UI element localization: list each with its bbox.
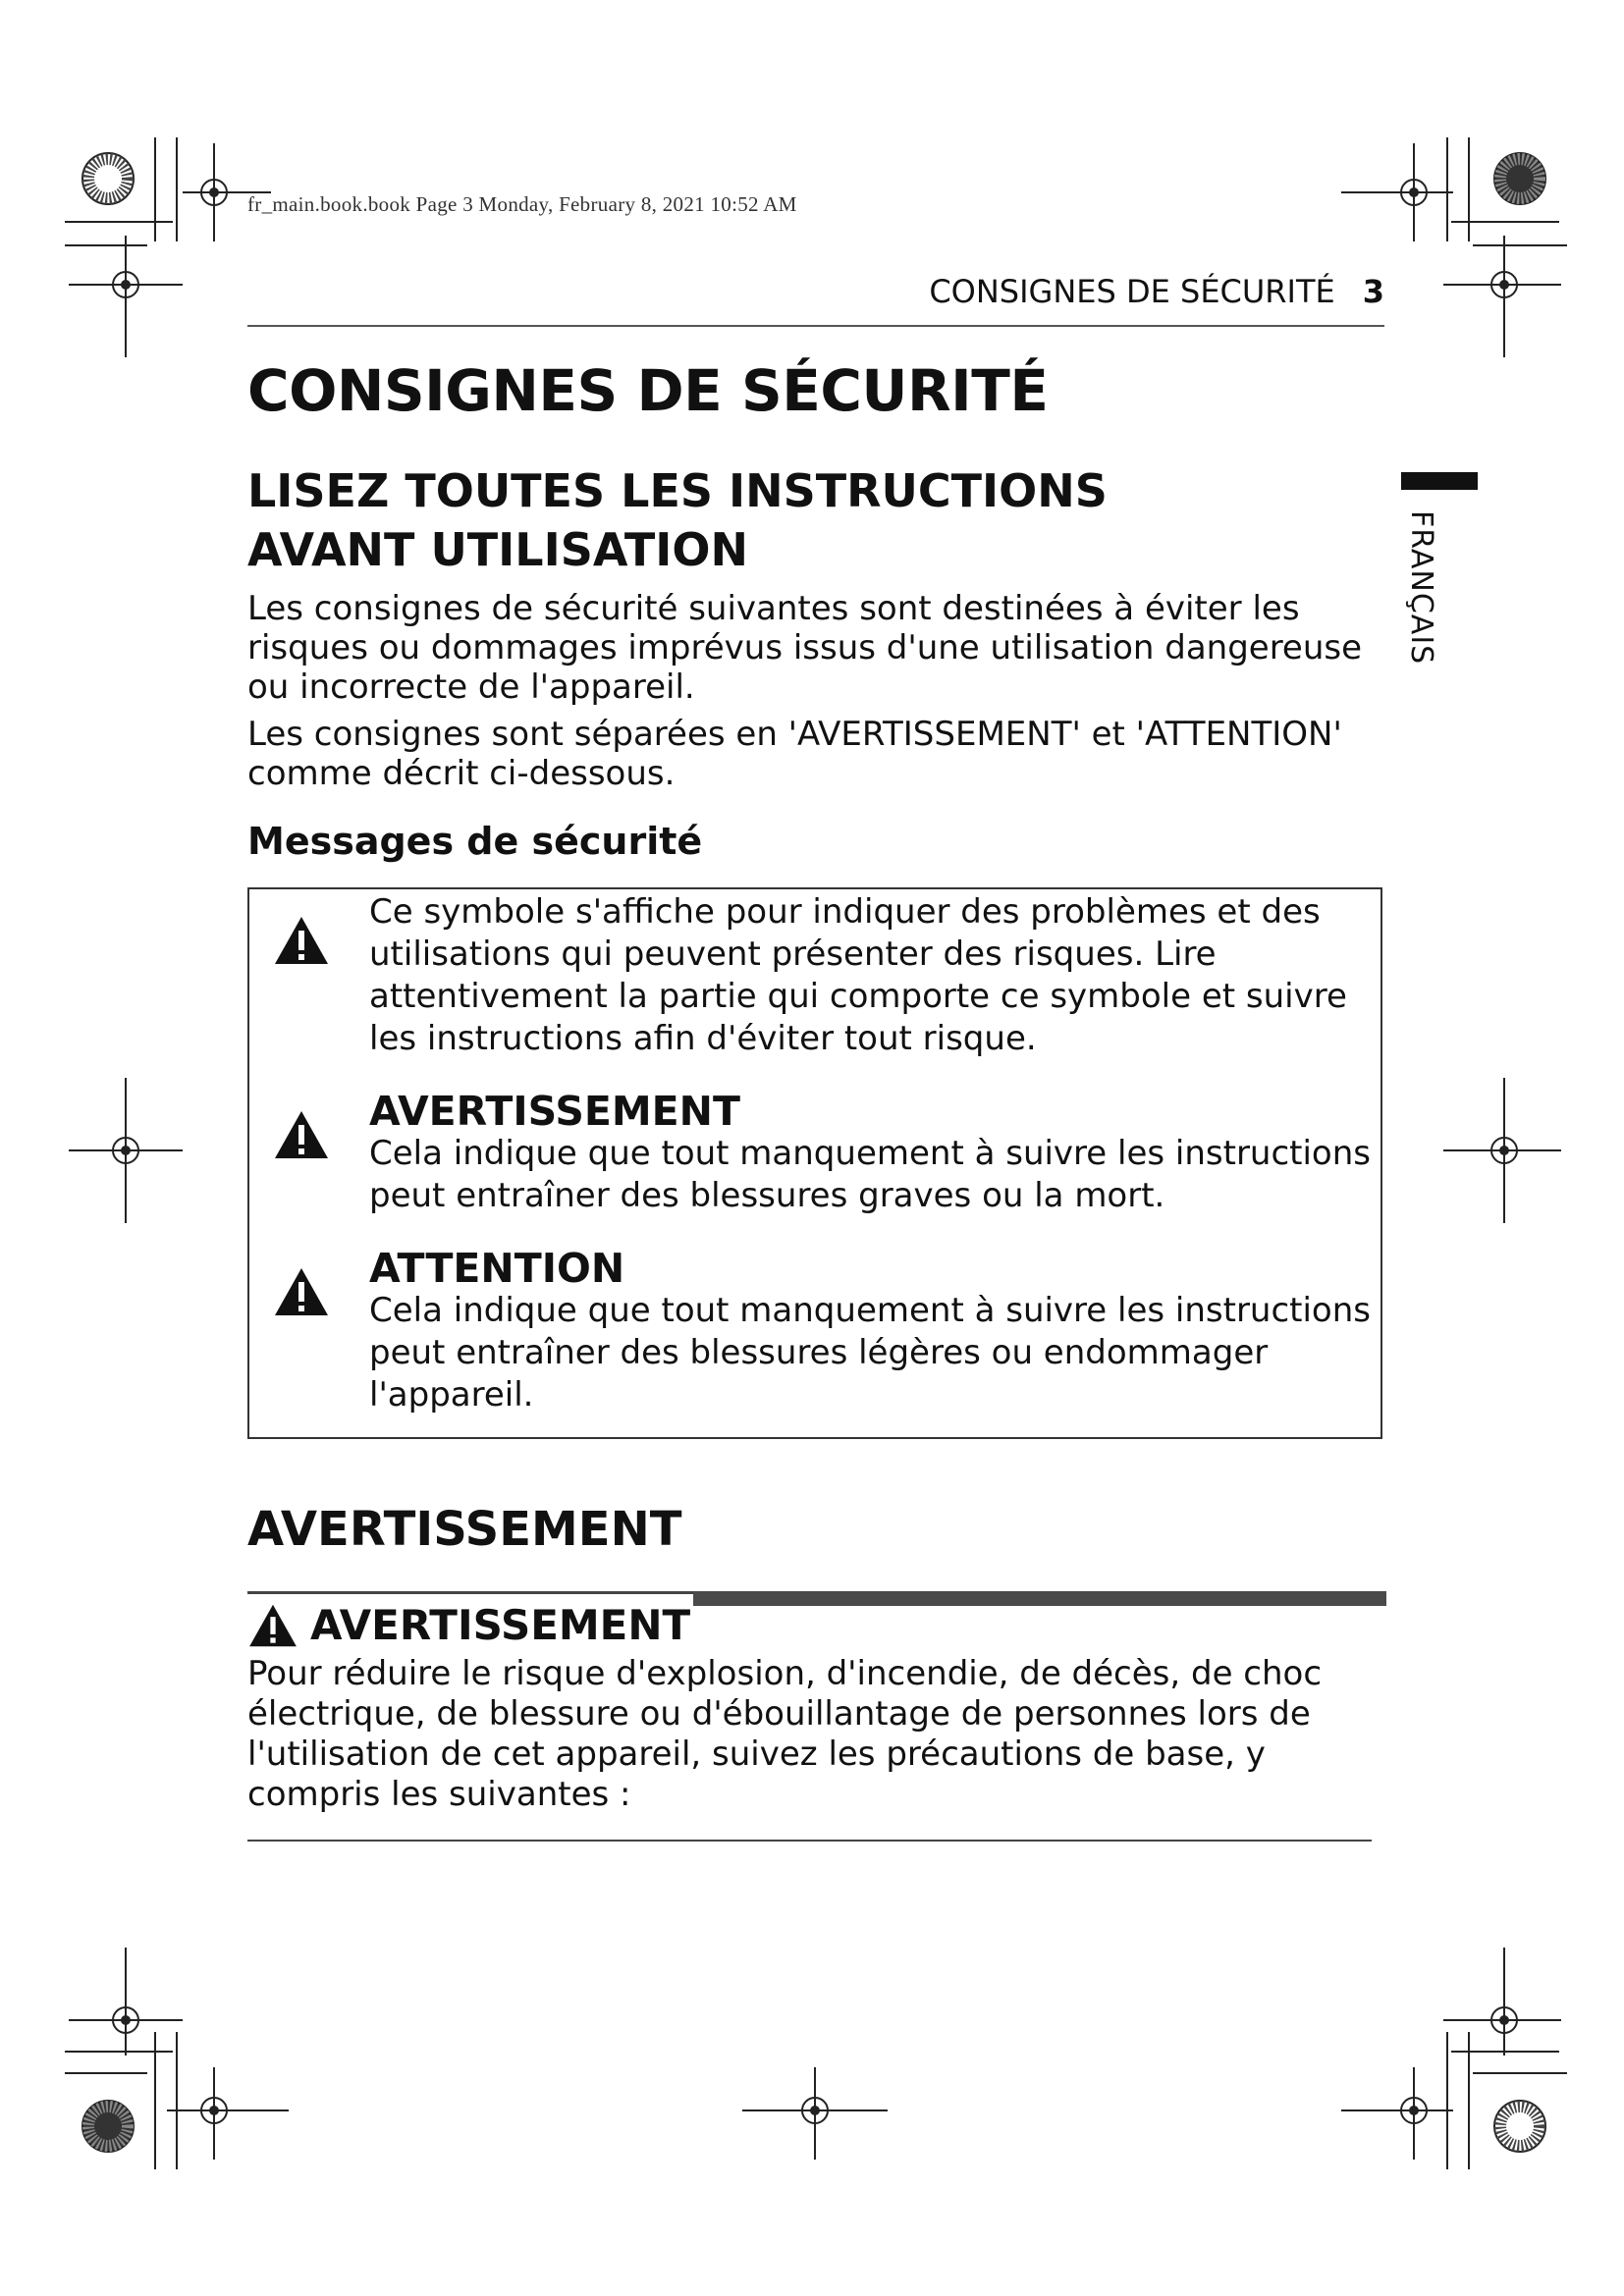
section-subtitle: LISEZ TOUTES LES INSTRUCTIONS AVANT UTILISATION bbox=[247, 464, 1108, 576]
warning-rule-thin bbox=[247, 1591, 693, 1594]
intro-paragraph: Les consignes sont séparées en 'AVERTISSEMENT' et 'ATTENTION' comme décrit ci-dessous. bbox=[247, 715, 1342, 793]
print-info-line: fr_main.book.book Page 3 Monday, February 8, 2021 10:52 AM bbox=[247, 192, 797, 216]
safety-messages-box bbox=[247, 887, 1382, 1439]
header-divider bbox=[247, 325, 1384, 327]
page-title: CONSIGNES DE SÉCURITÉ bbox=[247, 357, 1049, 424]
safety-message-text: Cela indique que tout manquement à suivre les instructions peut entraîner des blessures légères ou endommager l'appareil. bbox=[369, 1291, 1371, 1415]
warning-label: AVERTISSEMENT bbox=[369, 1088, 740, 1135]
warning-section-heading: AVERTISSEMENT bbox=[247, 1502, 682, 1557]
safety-message-body bbox=[369, 1247, 1371, 1416]
warning-text: Pour réduire le risque d'explosion, d'incendie, de décès, de choc électrique, de blessure ou d'ébouillantage de personnes lors de l'utilisation de cet appareil, suivez les précautions de base, y compris les suivantes : bbox=[247, 1654, 1323, 1814]
language-tab-label: FRANÇAIS bbox=[1404, 510, 1438, 666]
safety-message-text: Cela indique que tout manquement à suivre les instructions peut entraîner des blessures graves ou la mort. bbox=[369, 1134, 1371, 1215]
safety-message-text: Ce symbole s'affiche pour indiquer des problèmes et des utilisations qui peuvent présenter des risques. Lire attentivement la partie qui comporte ce symbole et suivre les instructions afin d'éviter tout risque. bbox=[369, 892, 1347, 1058]
warning-box-title-text: AVERTISSEMENT bbox=[310, 1601, 691, 1649]
running-header bbox=[929, 273, 1384, 310]
running-header-title: CONSIGNES DE SÉCURITÉ bbox=[929, 273, 1335, 310]
warning-triangle-icon bbox=[273, 915, 330, 966]
caution-label: ATTENTION bbox=[369, 1245, 625, 1292]
warning-box-title bbox=[247, 1601, 690, 1649]
page-number: 3 bbox=[1362, 273, 1384, 310]
intro-paragraph: Les consignes de sécurité suivantes sont destinées à éviter les risques ou dommages imprévus issus d'une utilisation dangereuse ou incorrecte de l'appareil. bbox=[247, 589, 1363, 707]
intro-text bbox=[247, 589, 1396, 801]
warning-triangle-icon bbox=[273, 1109, 330, 1160]
warning-triangle-icon bbox=[247, 1603, 298, 1648]
language-tab-bar bbox=[1401, 472, 1478, 490]
bottom-divider bbox=[247, 1840, 1372, 1842]
warning-rule-thick bbox=[693, 1591, 1386, 1606]
safety-message-body bbox=[369, 1090, 1371, 1217]
warning-triangle-icon bbox=[273, 1266, 330, 1317]
safety-messages-heading: Messages de sécurité bbox=[247, 820, 703, 863]
